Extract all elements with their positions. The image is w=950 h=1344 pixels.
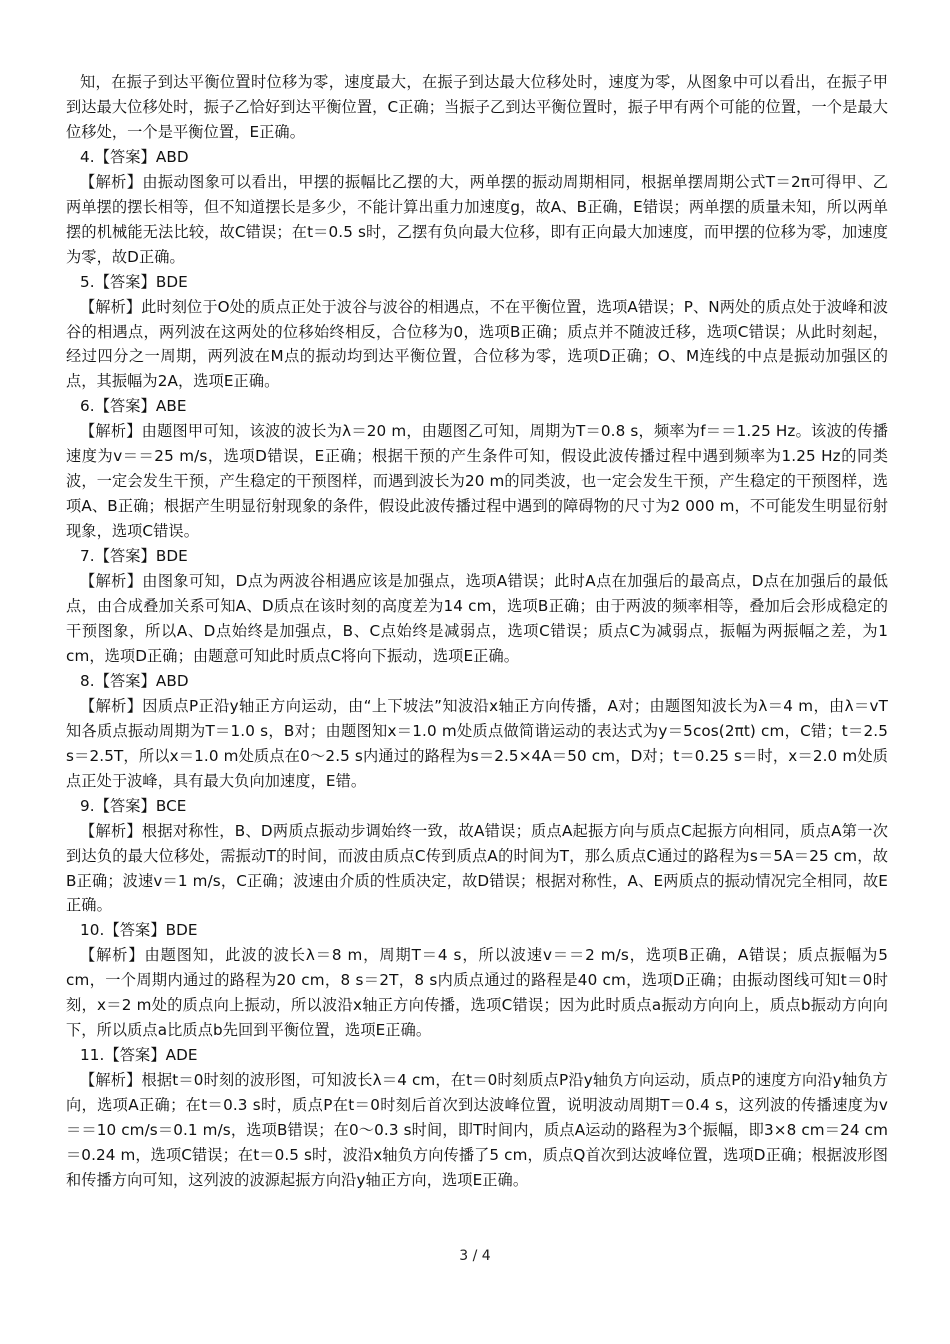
answer-q9: 9.【答案】BCE bbox=[80, 796, 187, 815]
answer-q7: 7.【答案】BDE bbox=[80, 547, 188, 566]
answer-q4: 4.【答案】ABD bbox=[80, 147, 189, 166]
answer-q6: 6.【答案】ABE bbox=[80, 397, 187, 416]
explanation-q7: 【解析】由图象可知，D点为两波谷相遇应该是加强点，选项A错误；此时A点在加强后的最高点，D点在加强后的最低点，由合成叠加关系可知A、D质点在该时刻的高度差为14 cm，选项B正确；由于两波的频率相等，叠加后会形成稳定的干预图象，所以A、D点始终是加强点，B、C点始终是减弱点，选项C错误；质点C为减弱点，振幅为两振幅之差，为1 cm，选项D正确；由题意可知此时质点C将向下振动，选项E正确。 bbox=[66, 572, 888, 665]
answer-q10: 10.【答案】BDE bbox=[80, 921, 198, 940]
answer-q11: 11.【答案】ADE bbox=[80, 1046, 198, 1065]
explanation-q9: 【解析】根据对称性，B、D两质点振动步调始终一致，故A错误；质点A起振方向与质点C起振方向相同，质点A第一次到达负的最大位移处，需振动T的时间，而波由质点C传到质点A的时间为T，那么质点C通过的路程为s＝5A＝25 cm，故B正确；波速v＝1 m/s，C正确；波速由介质的性质决定，故D错误；根据对称性，A、E两质点的振动情况完全相同，故E正确。 bbox=[66, 821, 888, 915]
explanation-q10: 【解析】由题图知，此波的波长λ＝8 m，周期T＝4 s，所以波速v＝＝2 m/s，选项B正确，A错误；质点振幅为5 cm，一个周期内通过的路程为20 cm，8 s＝2T，8 s内质点通过的路程是40 cm，选项D正确；由振动图线可知t＝0时刻，x＝2 m处的质点向上振动，所以波沿x轴正方向传播，选项C错误；因为此时质点a振动方向向上，质点b振动方向向下，所以质点a比质点b先回到平衡位置，选项E正确。 bbox=[66, 946, 888, 1040]
answer-q8: 8.【答案】ABD bbox=[80, 671, 189, 690]
explanation-q11: 【解析】根据t＝0时刻的波形图，可知波长λ＝4 cm，在t＝0时刻质点P沿y轴负方向运动，质点P的速度方向沿y轴负方向，选项A正确；在t＝0.3 s时，质点P在t＝0时刻后首次到达波峰位置，说明波动周期T＝0.4 s，这列波的传播速度为v＝＝10 cm/s＝0.1 m/s，选项B错误；在0～0.3 s时间，即T时间内，质点A运动的路程为3个振幅，即3×8 cm＝24 cm＝0.24 m，选项C错误；在t＝0.5 s时，波沿x轴负方向传播了5 cm，质点Q首次到达波峰位置，选项D正确；根据波形图和传播方向可知，这列波的波源起振方向沿y轴正方向，选项E正确。 bbox=[66, 1071, 888, 1189]
paragraph-q3-explanation-continued: 知，在振子到达平衡位置时位移为零，速度最大，在振子到达最大位移处时，速度为零，从图象中可以看出，在振子甲到达最大位移处时，振子乙恰好到达平衡位置，C正确；当振子乙到达平衡位置时，振子甲有两个可能的位置，一个是最大位移处，一个是平衡位置，E正确。 bbox=[66, 73, 888, 141]
explanation-q6: 【解析】由题图甲可知，该波的波长为λ＝20 m，由题图乙可知，周期为T＝0.8 s，频率为f＝＝1.25 Hz。该波的传播速度为v＝＝25 m/s，选项D错误，E正确；根据干预的产生条件可知，假设此波传播过程中遇到频率为1.25 Hz的同类波，一定会发生干预，产生稳定的干预图样，而遇到波长为20 m的同类波，也一定会发生干预，产生稳定的干预图样，选项A、B正确；根据产生明显衍射现象的条件，假设此波传播过程中遇到的障碍物的尺寸为2 000 m，不可能发生明显衍射现象，选项C错误。 bbox=[66, 422, 888, 541]
explanation-q4: 【解析】由振动图象可以看出，甲摆的振幅比乙摆的大，两单摆的振动周期相同，根据单摆周期公式T＝2π可得甲、乙两单摆的摆长相等，但不知道摆长是多少，不能计算出重力加速度g，故A、B正确，E错误；两单摆的质量未知，所以两单摆的机械能无法比较，故C错误；在t＝0.5 s时，乙摆有负向最大位移，即有正向最大加速度，而甲摆的位移为零，加速度为零，故D正确。 bbox=[66, 172, 888, 266]
answer-q5: 5.【答案】BDE bbox=[80, 272, 188, 291]
page-number: 3 / 4 bbox=[459, 1248, 491, 1264]
explanation-q8: 【解析】因质点P正沿y轴正方向运动，由“上下坡法”知波沿x轴正方向传播，A对；由题图知波长为λ＝4 m，由λ＝vT知各质点振动周期为T＝1.0 s，B对；由题图知x＝1.0 m处质点做简谐运动的表达式为y＝5cos(2πt) cm，C错；t＝2.5 s＝2.5T，所以x＝1.0 m处质点在0～2.5 s内通过的路程为s＝2.5×4A＝50 cm，D对；t＝0.25 s＝时，x＝2.0 m处质点正处于波峰，具有最大负向加速度，E错。 bbox=[66, 696, 888, 790]
explanation-q5: 【解析】此时刻位于O处的质点正处于波谷与波谷的相遇点，不在平衡位置，选项A错误；P、N两处的质点处于波峰和波谷的相遇点，两列波在这两处的位移始终相反，合位移为0，选项B正确；质点并不随波迁移，选项C错误；从此时刻起，经过四分之一周期，两列波在M点的振动均到达平衡位置，合位移为零，选项D正确；O、M连线的中点是振动加强区的点，其振幅为2A，选项E正确。 bbox=[66, 297, 888, 391]
document-body bbox=[66, 70, 888, 1193]
